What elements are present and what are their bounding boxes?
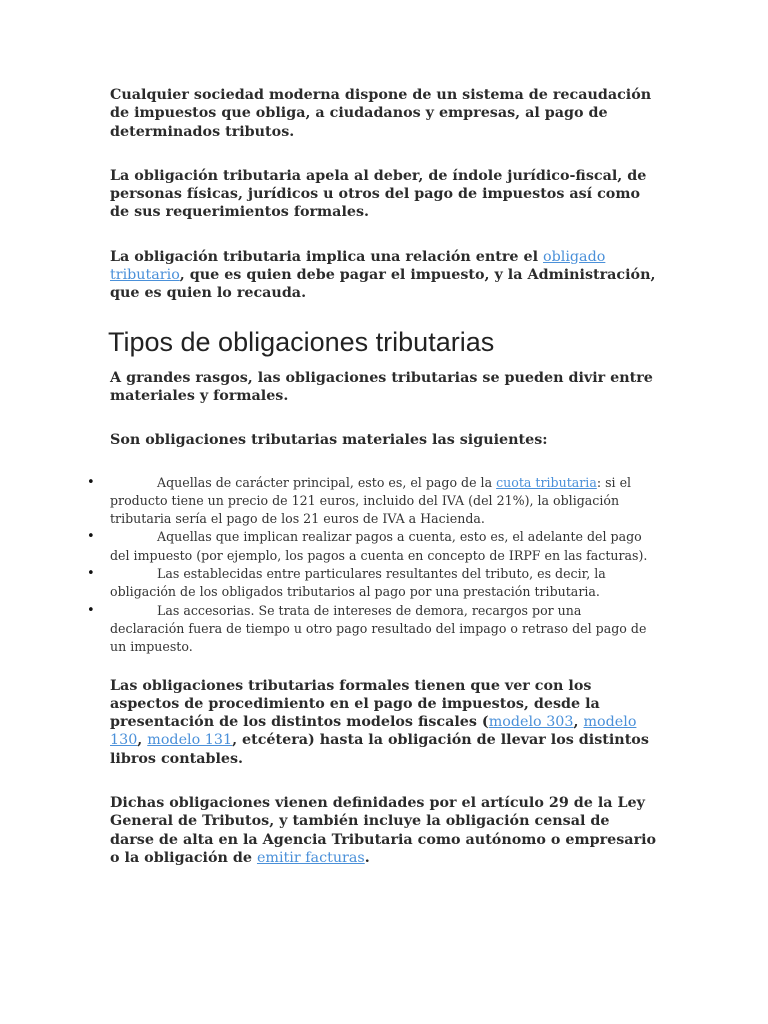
definition-paragraph: La obligación tributaria apela al deber, de índole jurídico-fiscal, de personas físicas, jurídicos u otros del pago de impuestos así como de sus requerimientos formales. [110, 167, 647, 221]
types-intro-paragraph: A grandes rasgos, las obligaciones tributarias se pueden divir entre materiales y formales. [110, 369, 653, 404]
law-text-after: . [364, 849, 370, 866]
list-item-text: Aquellas de carácter principal, esto es, el pago de la [157, 474, 497, 490]
material-intro-paragraph: Son obligaciones tributarias materiales las siguientes: [110, 432, 548, 449]
list-item [87, 602, 658, 657]
list-item-text: Aquellas que implican realizar pagos a cuenta, esto es, el adelante del pago del impuesto (por ejemplo, los pagos a cuenta en concepto de IRPF en las facturas). [110, 529, 648, 563]
list-item-text: Las accesorias. Se trata de intereses de demora, recargos por una declaración fuera de tiempo u otro pago resultado del impago o retraso del pago de un impuesto. [110, 602, 647, 655]
cuota-tributaria-link[interactable]: cuota tributaria [496, 474, 597, 490]
intro-paragraph: Cualquier sociedad moderna dispone de un sistema de recaudación de impuestos que obliga, a ciudadanos y empresas, al pago de determinados tributos. [110, 87, 652, 140]
formal-obligations-paragraph [110, 677, 658, 768]
section-heading: Tipos de obligaciones tributarias [108, 326, 495, 357]
emitir-facturas-link[interactable]: emitir facturas [256, 849, 365, 866]
list-item [87, 474, 658, 529]
relation-paragraph [110, 248, 658, 303]
bullet-icon: • [87, 529, 95, 545]
obligado-tributario-link[interactable]: obligado tributario [110, 248, 606, 284]
formal-text-after: , etcétera) hasta la obligación de llevar los distintos libros contables. [110, 732, 649, 767]
modelo-130-link[interactable]: modelo 130 [110, 714, 637, 749]
definition-law-paragraph [110, 794, 658, 867]
list-item [87, 528, 658, 565]
modelo-303-link[interactable]: modelo 303 [488, 714, 574, 731]
bullet-icon: • [87, 566, 95, 582]
separator-text: , [137, 732, 148, 749]
formal-text-before: Las obligaciones tributarias formales tienen que ver con los aspectos de procedimiento en el pago de impuestos, desde la presentación de los distintos modelos fiscales ( [110, 677, 600, 731]
material-obligations-list [87, 474, 658, 657]
separator-text: , [573, 714, 584, 731]
law-text-before: Dichas obligaciones vienen definidades por el artículo 29 de la Ley General de Tributos, y también incluye la obligación censal de darse de alta en la Agencia Tributaria como autónomo o empresario o la obligación de [110, 795, 657, 866]
list-item-text: Las establecidas entre particulares resultantes del tributo, es decir, la obligación de los obligados tributarios al pago por una prestación tributaria. [110, 566, 606, 600]
bullet-icon: • [87, 474, 95, 490]
relation-text-before: La obligación tributaria implica una relación entre el [110, 248, 543, 265]
bullet-icon: • [87, 602, 95, 618]
modelo-131-link[interactable]: modelo 131 [147, 732, 233, 749]
document-body [87, 86, 658, 867]
list-item [87, 565, 658, 602]
relation-text-after: , que es quien debe pagar el impuesto, y la Administración, que es quien lo recauda. [110, 267, 656, 302]
list-item-text-after: : si el producto tiene un precio de 121 euros, incluido del IVA (del 21%), la obligación tributaria sería el pago de los 21 euros de IVA a Hacienda. [110, 474, 632, 527]
